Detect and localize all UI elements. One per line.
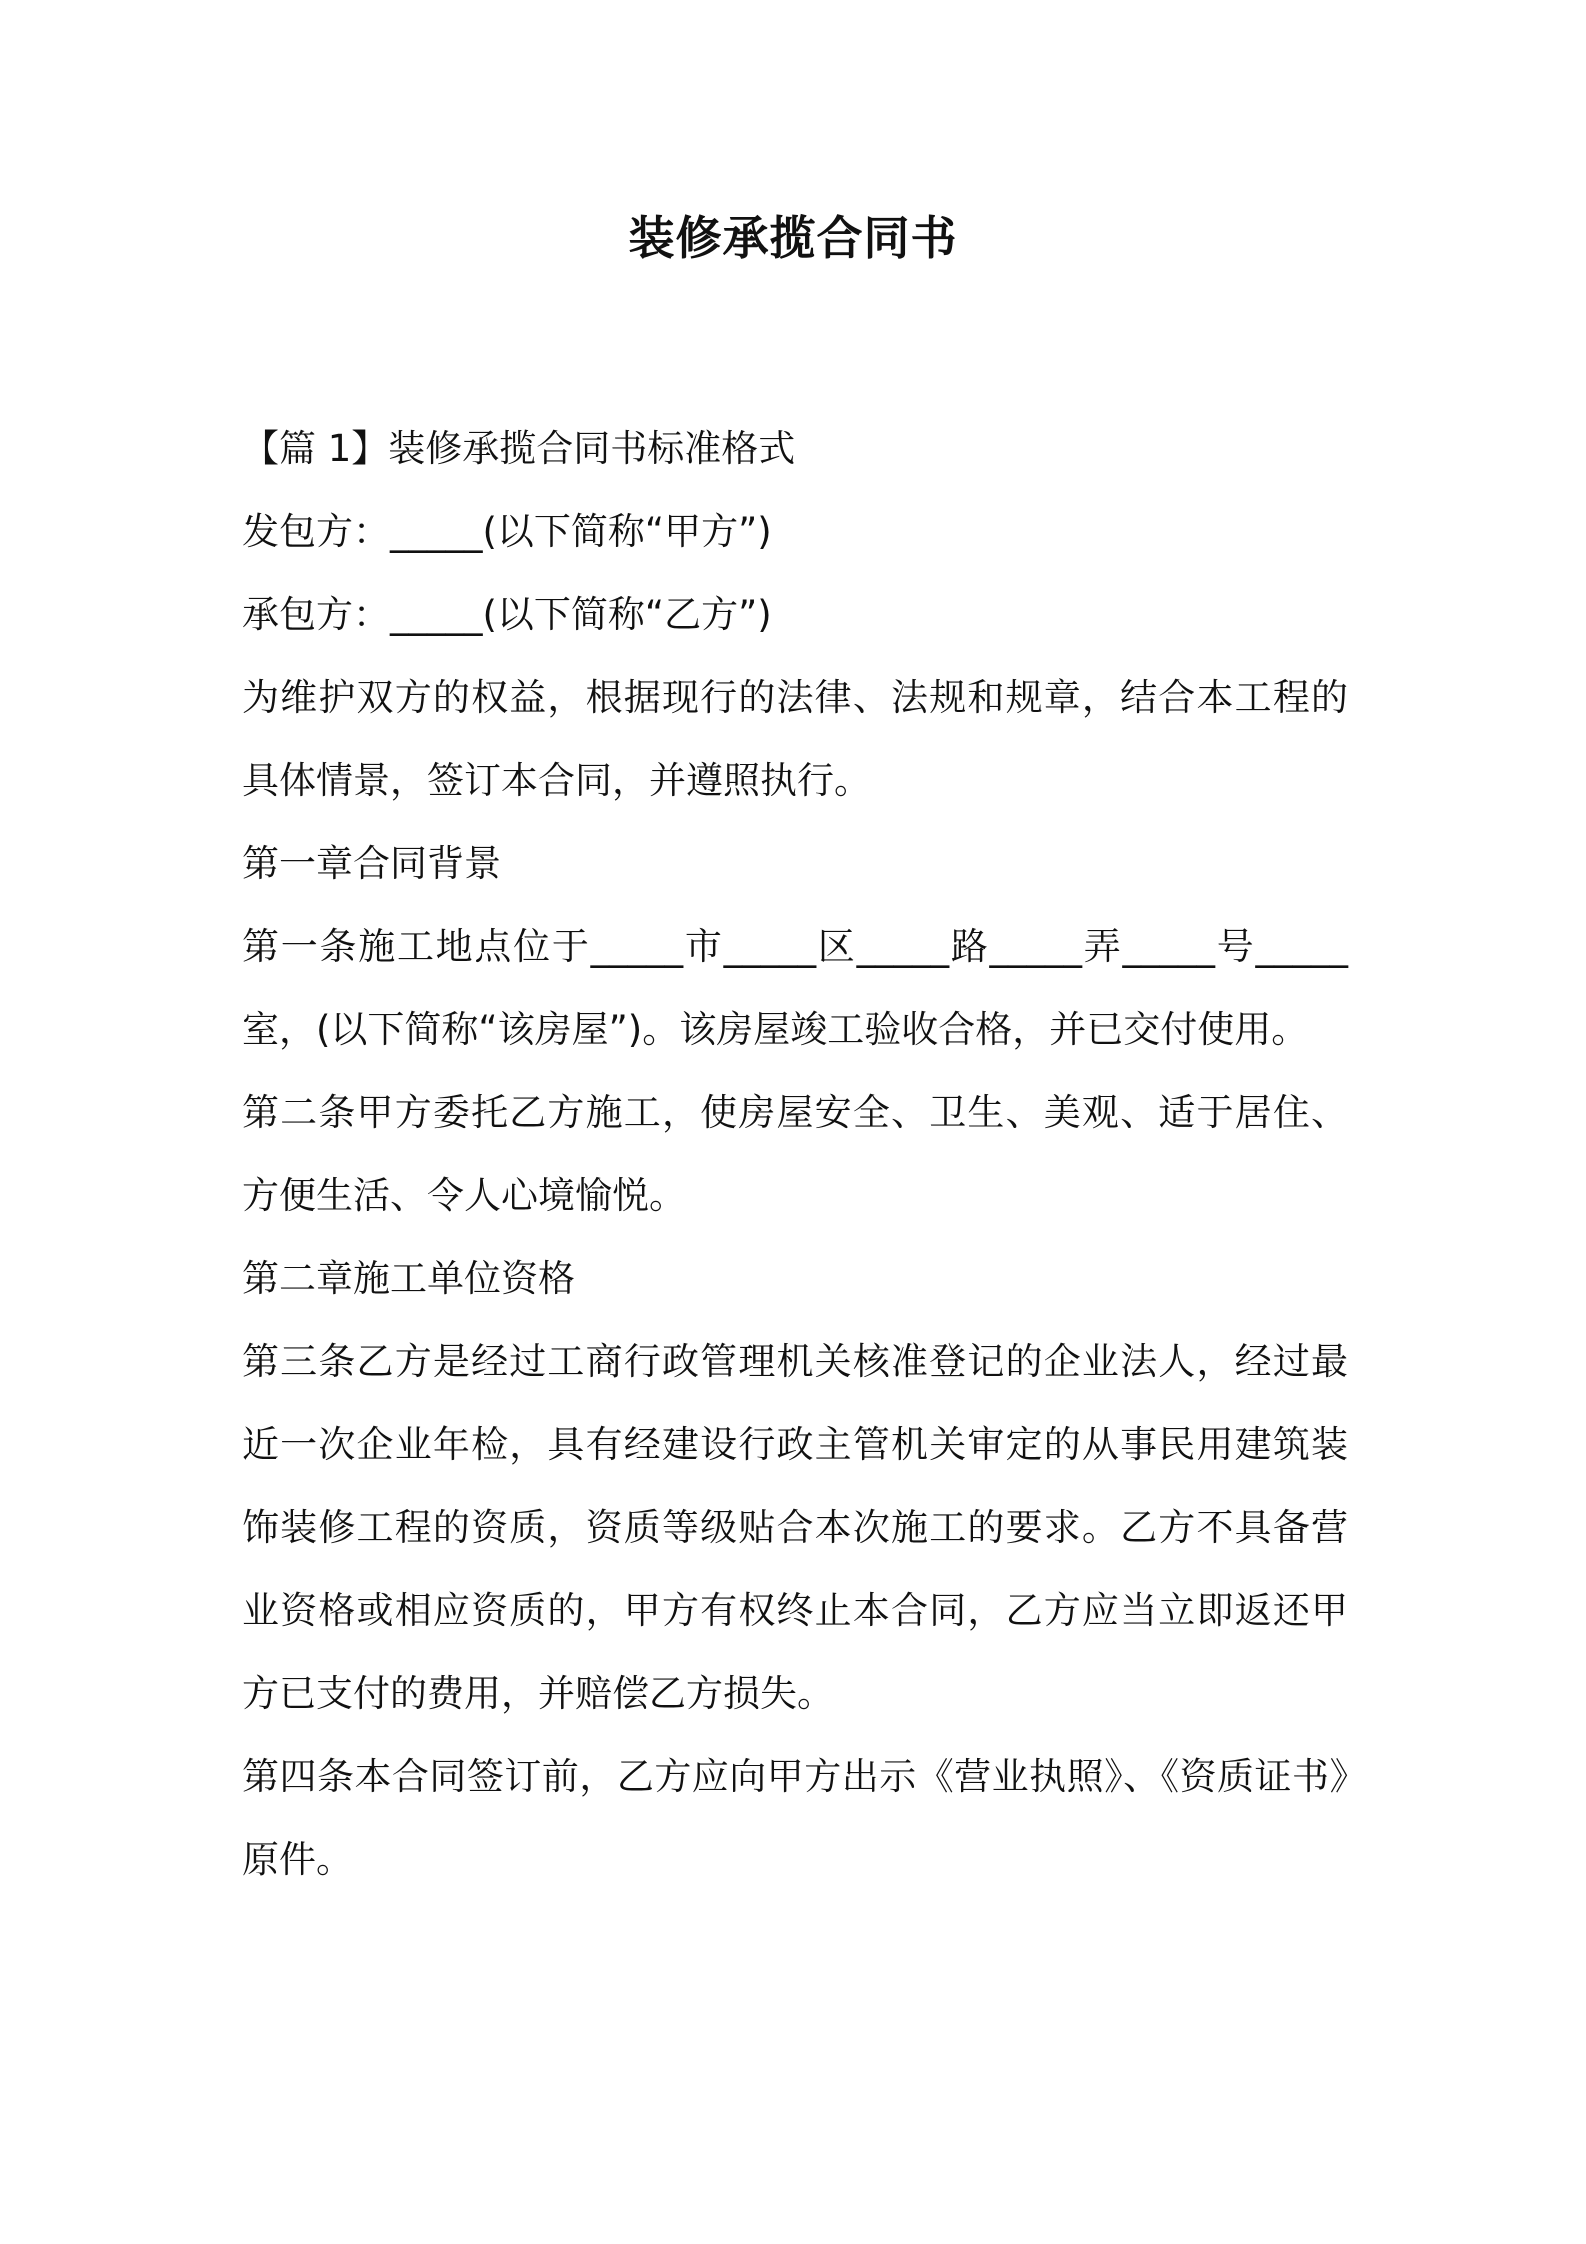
preamble-paragraph: 为维护双方的权益，根据现行的法律、法规和规章，结合本工程的具体情景，签订本合同，并遵照执行。 — [242, 676, 1348, 802]
article-2-paragraph: 第二条甲方委托乙方施工，使房屋安全、卫生、美观、适于居住、方便生活、令人心境愉悦。 — [242, 1091, 1348, 1217]
article-4-paragraph: 第四条本合同签订前，乙方应向甲方出示《营业执照》、《资质证书》原件。 — [242, 1755, 1348, 1881]
section-heading-part-1: 【篇 1】装修承揽合同书标准格式 — [242, 427, 796, 470]
party-b-line: 承包方：_____(以下简称“乙方”) — [242, 593, 772, 636]
chapter-2-heading: 第二章施工单位资格 — [242, 1257, 575, 1300]
document-body — [242, 407, 1348, 1901]
article-1-paragraph: 第一条施工地点位于_____市_____区_____路_____弄_____号_____室，(以下简称“该房屋”)。该房屋竣工验收合格，并已交付使用。 — [242, 925, 1348, 1051]
chapter-1-heading: 第一章合同背景 — [242, 842, 501, 885]
party-a-line: 发包方：_____(以下简称“甲方”) — [242, 510, 772, 553]
article-3-paragraph: 第三条乙方是经过工商行政管理机关核准登记的企业法人，经过最近一次企业年检，具有经建设行政主管机关审定的从事民用建筑装饰装修工程的资质，资质等级贴合本次施工的要求。乙方不具备营业资格或相应资质的，甲方有权终止本合同，乙方应当立即返还甲方已支付的费用，并赔偿乙方损失。 — [242, 1340, 1348, 1715]
document-title: 装修承揽合同书 — [628, 211, 958, 265]
